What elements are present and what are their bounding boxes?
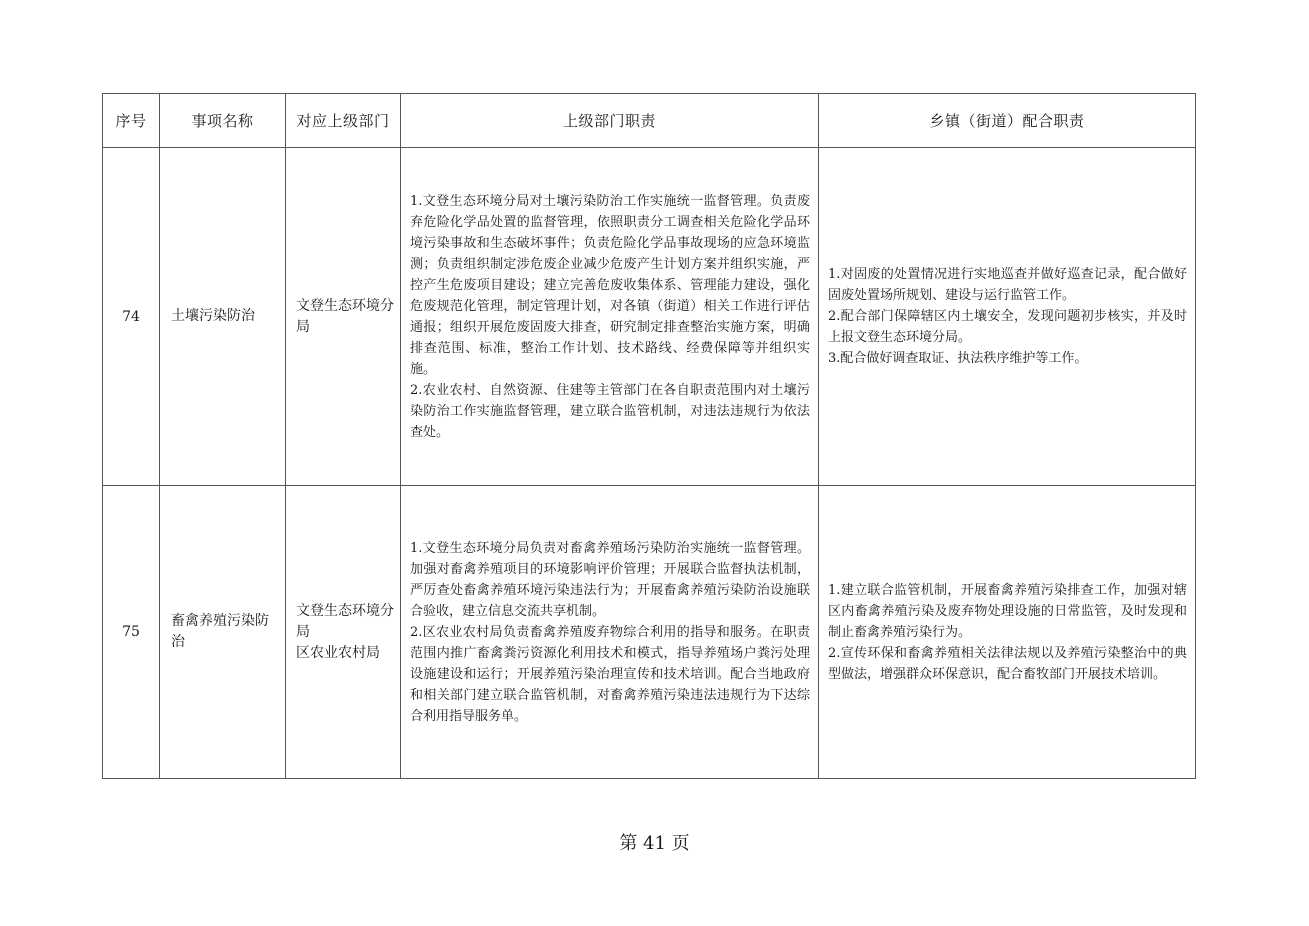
town-duty-paragraph: 1.建立联合监管机制，开展畜禽养殖污染排查工作，加强对辖区内畜禽养殖污染及废弃物处理设施的日常监管，及时发现和制止畜禽养殖污染行为。	[828, 582, 1187, 640]
town-duty-paragraph: 1.对固废的处置情况进行实地巡查并做好巡查记录，配合做好固废处置场所规划、建设与运行监管工作。	[828, 267, 1187, 303]
header-upper-duty: 上级部门职责	[401, 94, 819, 148]
upper-duty-paragraph: 1.文登生态环境分局对土壤污染防治工作实施统一监督管理。负责废弃危险化学品处置的监督管理，依照职责分工调查相关危险化学品环境污染事故和生态破坏事件；负责危险化学品事故现场的应急环境监测；负责组织制定涉危废企业减少危废产生计划方案并组织实施，严控产生危废项目建设；建立完善危废收集体系、管理能力建设，强化危废规范化管理，制定管理计划，对各镇（街道）相关工作进行评估通报；组织开展危废固废大排查，研究制定排查整治实施方案，明确排查范围、标准，整治工作计划、技术路线、经费保障等并组织实施。	[410, 193, 810, 377]
table-header	[103, 94, 1196, 148]
town-duty-paragraph: 3.配合做好调查取证、执法秩序维护等工作。	[828, 351, 1088, 366]
town-duty-paragraph: 2.宣传环保和畜禽养殖相关法律法规以及养殖污染整治中的典型做法，增强群众环保意识，配合畜牧部门开展技术培训。	[828, 645, 1187, 682]
header-town-duty: 乡镇（街道）配合职责	[819, 94, 1196, 148]
upper-duty-paragraph: 1.文登生态环境分局负责对畜禽养殖场污染防治实施统一监督管理。加强对畜禽养殖项目的环境影响评价管理；开展联合监督执法机制，严厉查处畜禽养殖环境污染违法行为；开展畜禽养殖污染防治设施联合验收，建立信息交流共享机制。	[410, 540, 810, 619]
dept-name: 文登生态环境分局	[296, 297, 394, 335]
header-dept: 对应上级部门	[286, 94, 401, 148]
duty-table	[102, 93, 1196, 779]
upper-duty-paragraph: 2.农业农村、自然资源、住建等主管部门在各自职责范围内对土壤污染防治工作实施监督管理，建立联合监管机制，对违法违规行为依法查处。	[410, 382, 810, 440]
town-duty-cell	[819, 486, 1196, 779]
town-duty-paragraph: 2.配合部门保障辖区内土壤安全，发现问题初步核实，并及时上报文登生态环境分局。	[828, 309, 1187, 345]
table-row	[103, 486, 1196, 779]
dept-cell	[286, 486, 401, 779]
item-name: 畜禽养殖污染防治	[160, 486, 286, 779]
town-duty-cell	[819, 148, 1196, 486]
dept-cell	[286, 148, 401, 486]
upper-duty-cell	[401, 148, 819, 486]
item-name: 土壤污染防治	[160, 148, 286, 486]
page-number: 第 41 页	[619, 833, 690, 854]
upper-duty-paragraph: 2.区农业农村局负责畜禽养殖废弃物综合利用的指导和服务。在职责范围内推广畜禽粪污资源化利用技术和模式，指导养殖场户粪污处理设施建设和运行；开展养殖污染治理宣传和技术培训。配合当地政府和相关部门建立联合监管机制，对畜禽养殖污染违法违规行为下达综合利用指导服务单。	[410, 624, 810, 724]
header-row	[103, 94, 1196, 148]
header-no: 序号	[103, 94, 160, 148]
table-row	[103, 148, 1196, 486]
row-number: 75	[103, 486, 160, 779]
row-number: 74	[103, 148, 160, 486]
dept-name: 区农业农村局	[296, 644, 380, 661]
header-name: 事项名称	[160, 94, 286, 148]
table-body	[103, 148, 1196, 779]
dept-name: 文登生态环境分局	[296, 602, 394, 640]
upper-duty-cell	[401, 486, 819, 779]
